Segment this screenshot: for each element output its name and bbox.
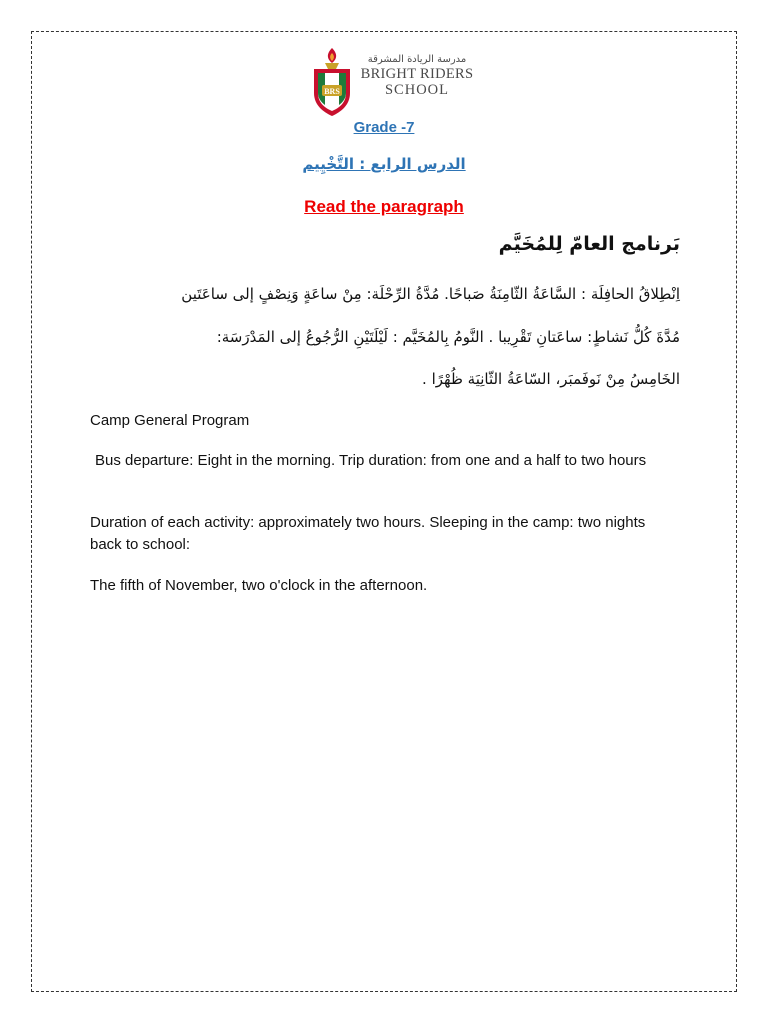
crest-badge-text: BRS	[324, 87, 340, 96]
english-paragraph-3: The fifth of November, two o'clock in the afternoon.	[90, 577, 428, 594]
logo-name-line2: SCHOOL	[384, 81, 449, 98]
arabic-line-2: مُدَّةَ كُلُّ نَشاطٍ: ساعَتانِ تَقْرِيبا . النَّومُ بِالمُخَيَّم : لَيْلَتَيْنِ الرُّجُوعُ إلى المَدْرَسَة:	[216, 328, 680, 346]
english-heading: Camp General Program	[90, 412, 250, 429]
arabic-title: بَرنامج العامّ لِلمُخَيَّم	[498, 233, 680, 255]
logo-text	[358, 55, 476, 97]
instruction-heading: Read the paragraph	[304, 197, 464, 216]
arabic-line-1: اِنْطِلاقُ الحافِلَة : السَّاعَةُ الثّامِنَةُ صَباحًا. مُدَّةُ الرِّحْلَة: مِنْ ساعَةٍ وَنِصْفٍ إلى ساعَتَين	[181, 285, 680, 303]
logo-arabic-name: مدرسة الريادة المشرقة	[367, 54, 467, 65]
grade-heading: Grade -7	[353, 119, 415, 136]
lesson-title: الدرس الرابع : التَّخْيِيم	[302, 155, 466, 173]
english-paragraph-1: Bus departure: Eight in the morning. Trip duration: from one and a half to two hours	[95, 452, 647, 469]
logo-name-line1: BRIGHT RIDERS	[360, 66, 474, 82]
english-paragraph-2: Duration of each activity: approximately two hours. Sleeping in the camp: two nights back to school:	[90, 514, 646, 553]
school-crest-icon	[308, 45, 356, 120]
arabic-line-3: الخَامِسُ مِنْ نَوفَمبَر، السّاعَةُ الثّانِيَة ظُهْرًا .	[422, 370, 680, 388]
school-logo	[308, 45, 473, 120]
